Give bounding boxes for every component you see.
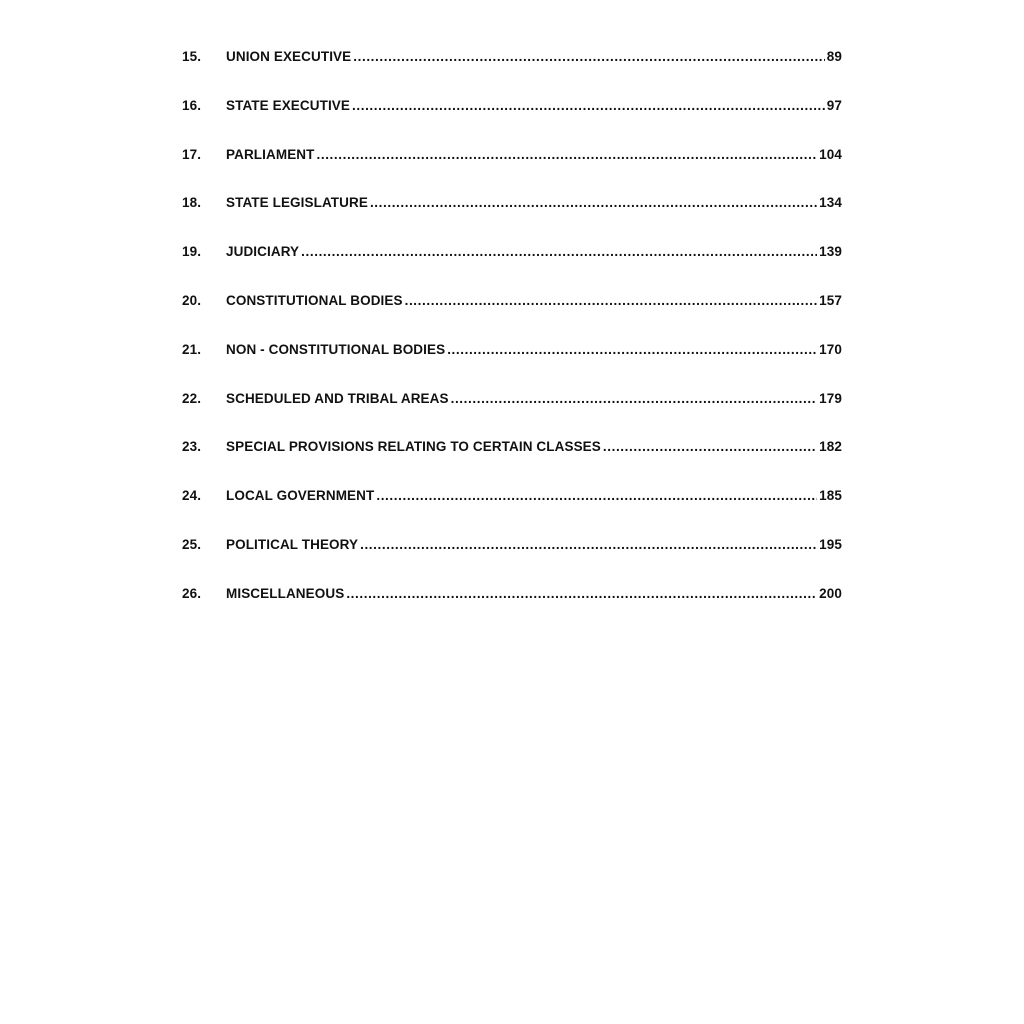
toc-entry[interactable]: [182, 391, 842, 440]
toc-entry-number: 20.: [182, 292, 202, 308]
dot-leader: [376, 488, 817, 503]
toc-entry-number: 26.: [182, 585, 202, 601]
dot-leader: [603, 439, 817, 454]
toc-entry-number: 16.: [182, 97, 202, 113]
toc-entry[interactable]: [182, 488, 842, 537]
toc-entry-title: NON - CONSTITUTIONAL BODIES: [226, 341, 446, 357]
toc-entry[interactable]: [182, 49, 842, 98]
dot-leader: [301, 244, 817, 259]
dot-leader: [405, 293, 818, 308]
toc-entry-number: 25.: [182, 536, 202, 552]
toc-entry[interactable]: [182, 195, 842, 244]
toc-entry-page: 97: [826, 97, 842, 113]
toc-entry-title: CONSTITUTIONAL BODIES: [226, 292, 403, 308]
toc-entry-number: 15.: [182, 49, 202, 64]
toc-entry[interactable]: [182, 244, 842, 293]
toc-entry-title: MISCELLANEOUS: [226, 585, 345, 601]
toc-entry-title: SCHEDULED AND TRIBAL AREAS: [226, 390, 449, 406]
toc-entry-title: STATE LEGISLATURE: [226, 195, 368, 211]
dot-leader: [370, 195, 817, 210]
table-of-contents: [182, 49, 842, 635]
toc-entry-page: 179: [819, 390, 842, 406]
toc-entry-number: 22.: [182, 390, 202, 406]
dot-leader: [451, 391, 818, 406]
toc-entry-page: 139: [819, 244, 842, 260]
toc-entry[interactable]: [182, 537, 842, 586]
toc-entry-number: 24.: [182, 488, 202, 504]
toc-entry-page: 200: [819, 585, 842, 601]
toc-entry-number: 19.: [182, 244, 202, 260]
dot-leader: [447, 342, 817, 357]
toc-entry-page: 170: [819, 341, 842, 357]
toc-entry-title: PARLIAMENT: [226, 146, 315, 162]
dot-leader: [317, 147, 818, 162]
toc-entry-page: 104: [819, 146, 842, 162]
toc-entry-page: 157: [819, 292, 842, 308]
toc-entry-page: 89: [826, 49, 842, 64]
toc-entry-title: LOCAL GOVERNMENT: [226, 488, 375, 504]
toc-entry-title: UNION EXECUTIVE: [226, 49, 352, 64]
toc-entry[interactable]: [182, 147, 842, 196]
toc-entry[interactable]: [182, 439, 842, 488]
dot-leader: [352, 98, 825, 113]
toc-entry-title: JUDICIARY: [226, 244, 300, 260]
toc-entry[interactable]: [182, 293, 842, 342]
toc-entry-page: 185: [819, 488, 842, 504]
toc-entry-page: 182: [819, 439, 842, 455]
toc-entry-title: POLITICAL THEORY: [226, 536, 359, 552]
toc-entry-number: 23.: [182, 439, 202, 455]
toc-entry[interactable]: [182, 342, 842, 391]
dot-leader: [346, 586, 817, 601]
toc-entry-number: 17.: [182, 146, 202, 162]
toc-entry-number: 18.: [182, 195, 202, 211]
toc-entry-page: 134: [819, 195, 842, 211]
toc-entry-number: 21.: [182, 341, 202, 357]
toc-entry-title: SPECIAL PROVISIONS RELATING TO CERTAIN CLASSES: [226, 439, 601, 455]
dot-leader: [360, 537, 817, 552]
dot-leader: [353, 49, 825, 64]
toc-entry-title: STATE EXECUTIVE: [226, 97, 351, 113]
toc-entry[interactable]: [182, 586, 842, 635]
toc-entry[interactable]: [182, 98, 842, 147]
toc-entry-page: 195: [819, 536, 842, 552]
